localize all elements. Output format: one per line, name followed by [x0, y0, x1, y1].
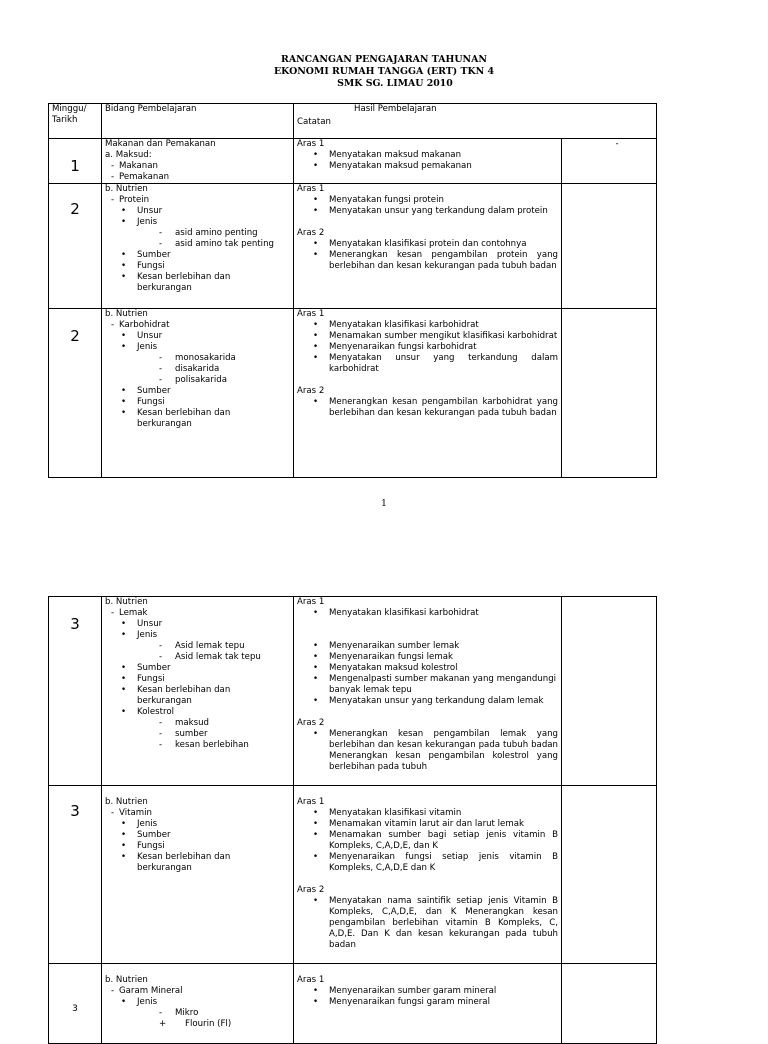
aras-label: Aras 1	[297, 139, 325, 149]
lesson-plan-table-page-1	[48, 103, 657, 478]
table-row	[49, 139, 657, 184]
outcome-item: • Menyatakan maksud makanan	[297, 150, 558, 161]
table-row	[49, 309, 657, 478]
outcome-item: • Menyatakan klasifikasi vitamin	[297, 808, 558, 819]
outcome-item: • Menamakan vitamin larut air dan larut lemak	[297, 819, 558, 830]
topic-bullet: • Jenis	[105, 997, 290, 1008]
topic-sub: - Garam Mineral	[105, 986, 290, 997]
topic-dash: - kesan berlebihan	[105, 740, 290, 751]
topic-head: b. Nutrien	[105, 797, 148, 807]
outcome-item: • Menyenaraikan fungsi setiap jenis vitamin B Kompleks, C,A,D,E dan K	[297, 852, 558, 874]
topic-bullet: • Sumber	[105, 250, 290, 261]
topic-dash: - asid amino tak penting	[105, 239, 290, 250]
topic-bullet: • Kesan berlebihan dan berkurangan	[105, 685, 237, 707]
topic-bullet: • Jenis	[105, 819, 290, 830]
document-title	[0, 54, 768, 90]
topic-bullet: • Sumber	[105, 830, 290, 841]
outcome-item: • Menerangkan kesan pengambilan lemak yang berlebihan dan kesan kekurangan pada tubuh badan Menerangkan kesan pengambilan kolestrol yang berlebihan pada tubuh	[297, 729, 558, 773]
week-number: 2	[70, 327, 80, 345]
week-cell	[49, 964, 102, 1044]
outcome-item: • Menyatakan nama saintifik setiap jenis Vitamin B Kompleks, C,A,D,E, dan K Menerangkan kesan pengambilan berlebihan vitamin B Kompleks, C, A,D,E. Dan K dan kesan kekurangan pada tubuh badan	[297, 896, 558, 951]
topic-item: - Makanan	[105, 161, 290, 172]
outcome-item: • Menyatakan unsur yang terkandung dalam protein	[297, 206, 558, 217]
week-number: 2	[70, 200, 80, 218]
outcomes-cell	[294, 597, 562, 786]
topic-dash: - maksud	[105, 718, 290, 729]
notes-cell	[562, 964, 657, 1044]
page-number: 1	[381, 499, 387, 509]
topic-dash: - disakarida	[105, 364, 290, 375]
topic-bullet: • Fungsi	[105, 397, 290, 408]
header-hasil-pembelajaran: Hasil Pembelajaran	[354, 104, 437, 114]
topic-item: - Pemakanan	[105, 172, 290, 183]
week-cell	[49, 184, 102, 309]
topic-bullet: • Unsur	[105, 331, 290, 342]
outcome-item: • Menyatakan unsur yang terkandung dalam lemak	[297, 696, 558, 707]
header-minggu-tarikh: Minggu/ Tarikh	[49, 104, 102, 139]
table-row	[49, 786, 657, 964]
week-number: 3	[70, 615, 80, 633]
notes-cell	[562, 184, 657, 309]
table-row	[49, 964, 657, 1044]
header-catatan: Catatan	[297, 117, 331, 127]
topic-sub: - Protein	[105, 195, 290, 206]
outcome-item: • Menyatakan klasifikasi karbohidrat	[297, 608, 558, 619]
table-header-row	[49, 104, 657, 139]
topic-head: b. Nutrien	[105, 975, 148, 985]
topic-cell	[102, 964, 294, 1044]
topic-bullet: • Jenis	[105, 630, 290, 641]
topic-bullet: • Fungsi	[105, 674, 290, 685]
topic-dash: - polisakarida	[105, 375, 290, 386]
aras-label: Aras 1	[297, 597, 325, 607]
topic-bullet: • Kesan berlebihan dan berkurangan	[105, 408, 237, 430]
outcomes-cell	[294, 309, 562, 478]
topic-bullet: • Unsur	[105, 206, 290, 217]
outcome-item: • Menerangkan kesan pengambilan karbohidrat yang berlebihan dan kesan kekurangan pada tubuh badan	[297, 397, 558, 419]
topic-bullet: • Kesan berlebihan dan berkurangan	[105, 272, 237, 294]
topic-dash: - Asid lemak tak tepu	[105, 652, 290, 663]
topic-bullet: • Fungsi	[105, 261, 290, 272]
aras-label: Aras 2	[297, 386, 325, 396]
week-cell	[49, 139, 102, 184]
topic-plus: + Flourin (Fl)	[105, 1019, 290, 1030]
topic-dash: - Asid lemak tepu	[105, 641, 290, 652]
header-hasil-pembelajaran-cell	[294, 104, 657, 139]
header-bidang-pembelajaran: Bidang Pembelajaran	[102, 104, 294, 139]
aras-label: Aras 1	[297, 184, 325, 194]
topic-head: b. Nutrien	[105, 184, 148, 194]
topic-bullet: • Kesan berlebihan dan berkurangan	[105, 852, 237, 874]
topic-dash: - Mikro	[105, 1008, 290, 1019]
topic-bullet: • Sumber	[105, 663, 290, 674]
aras-label: Aras 1	[297, 309, 325, 319]
week-cell	[49, 309, 102, 478]
topic-cell	[102, 786, 294, 964]
outcomes-cell	[294, 184, 562, 309]
title-line-2: EKONOMI RUMAH TANGGA (ERT) TKN 4	[274, 66, 494, 77]
topic-subtitle: a. Maksud:	[105, 150, 152, 160]
topic-head: b. Nutrien	[105, 309, 148, 319]
outcome-item: • Menamakan sumber mengikut klasifikasi karbohidrat	[297, 331, 558, 342]
topic-bullet: • Sumber	[105, 386, 290, 397]
aras-label: Aras 2	[297, 228, 325, 238]
outcome-item: • Menyatakan klasifikasi protein dan contohnya	[297, 239, 558, 250]
notes-cell	[562, 139, 657, 184]
topic-dash: - monosakarida	[105, 353, 290, 364]
outcome-item: • Menyenaraikan sumber lemak	[297, 641, 558, 652]
outcome-item: • Menyatakan fungsi protein	[297, 195, 558, 206]
week-number: 3	[72, 1004, 78, 1014]
topic-cell	[102, 139, 294, 184]
note-text: -	[615, 139, 619, 149]
topic-bullet: • Jenis	[105, 342, 290, 353]
aras-label: Aras 1	[297, 975, 325, 985]
topic-bullet: • Unsur	[105, 619, 290, 630]
notes-cell	[562, 786, 657, 964]
outcome-item: • Menyatakan klasifikasi karbohidrat	[297, 320, 558, 331]
aras-label: Aras 2	[297, 885, 325, 895]
week-number: 3	[70, 802, 80, 820]
title-line-1: RANCANGAN PENGAJARAN TAHUNAN	[281, 54, 487, 65]
topic-dash: - sumber	[105, 729, 290, 740]
topic-dash: - asid amino penting	[105, 228, 290, 239]
outcomes-cell	[294, 139, 562, 184]
notes-cell	[562, 597, 657, 786]
title-line-3: SMK SG. LIMAU 2010	[337, 78, 453, 89]
outcome-item: • Menyatakan maksud pemakanan	[297, 161, 558, 172]
week-number: 1	[70, 157, 80, 175]
topic-head: b. Nutrien	[105, 597, 148, 607]
topic-cell	[102, 309, 294, 478]
topic-sub: - Vitamin	[105, 808, 290, 819]
outcome-item: • Menyenaraikan fungsi karbohidrat	[297, 342, 558, 353]
topic-cell	[102, 184, 294, 309]
week-cell	[49, 597, 102, 786]
topic-cell	[102, 597, 294, 786]
topic-title: Makanan dan Pemakanan	[105, 139, 216, 149]
aras-label: Aras 1	[297, 797, 325, 807]
week-cell	[49, 786, 102, 964]
topic-bullet: • Jenis	[105, 217, 290, 228]
outcome-item: • Menyatakan maksud kolestrol	[297, 663, 558, 674]
notes-cell	[562, 309, 657, 478]
outcome-item: • Menamakan sumber bagi setiap jenis vitamin B Kompleks, C,A,D,E, dan K	[297, 830, 558, 852]
table-row	[49, 184, 657, 309]
outcomes-cell	[294, 786, 562, 964]
outcome-item: • Menyatakan unsur yang terkandung dalam karbohidrat	[297, 353, 558, 375]
topic-sub: - Lemak	[105, 608, 290, 619]
topic-bullet: • Fungsi	[105, 841, 290, 852]
topic-bullet: • Kolestrol	[105, 707, 290, 718]
aras-label: Aras 2	[297, 718, 325, 728]
topic-sub: - Karbohidrat	[105, 320, 290, 331]
outcome-item: • Menerangkan kesan pengambilan protein yang berlebihan dan kesan kekurangan pada tubuh badan	[297, 250, 558, 272]
outcome-item: • Menyenaraikan fungsi lemak	[297, 652, 558, 663]
table-row	[49, 597, 657, 786]
lesson-plan-table-page-2	[48, 596, 657, 1044]
outcome-item: • Mengenalpasti sumber makanan yang mengandungi banyak lemak tepu	[297, 674, 558, 696]
outcomes-cell	[294, 964, 562, 1044]
outcome-item: • Menyenaraikan sumber garam mineral	[297, 986, 558, 997]
outcome-item: • Menyenaraikan fungsi garam mineral	[297, 997, 558, 1008]
